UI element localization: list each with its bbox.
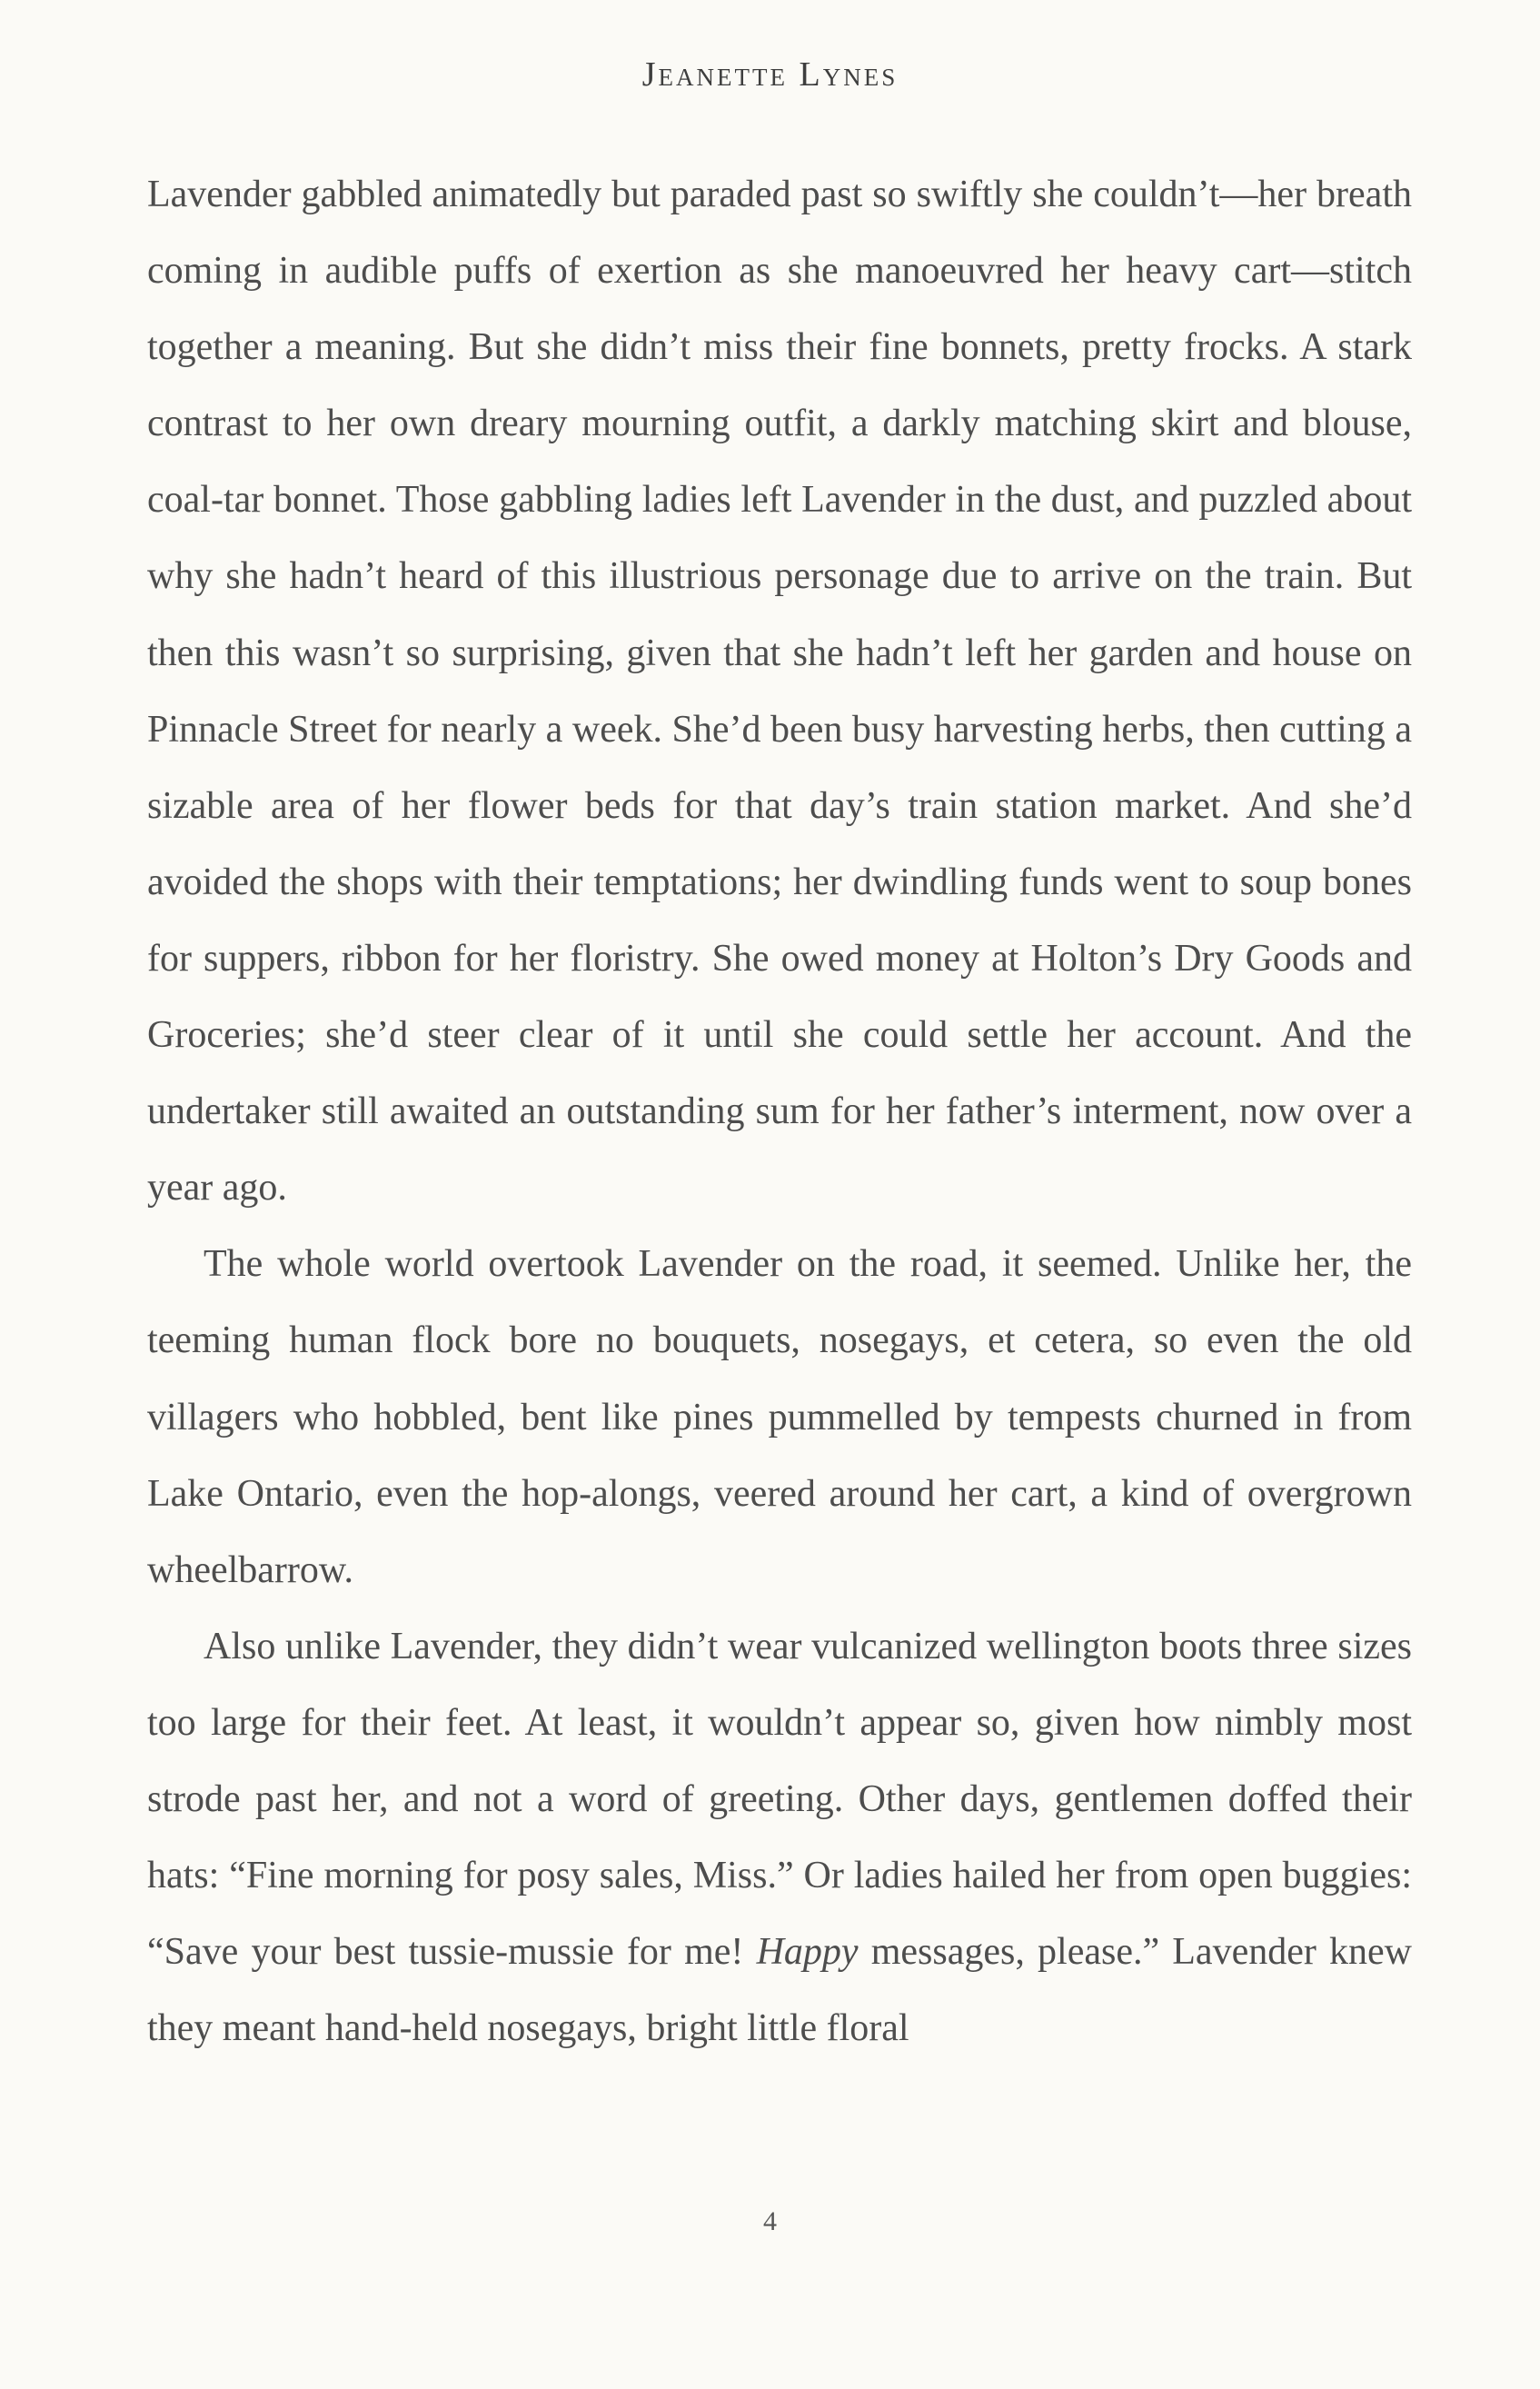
body-text <box>147 156 1412 2066</box>
paragraph-3 <box>147 1608 1412 2067</box>
paragraph-1: Lavender gabbled animatedly but paraded past so swiftly she couldn’t—her breath coming in audible puffs of exertion as she manoeuvred her heavy cart—stitch together a meaning. But she didn’t miss their fine bonnets, pretty frocks. A stark contrast to her own dreary mourning outfit, a darkly matching skirt and blouse, coal-tar bonnet. Those gabbling ladies left Lavender in the dust, and puzzled about why she hadn’t heard of this illustrious personage due to arrive on the train. But then this wasn’t so surprising, given that she hadn’t left her garden and house on Pinnacle Street for nearly a week. She’d been busy harvesting herbs, then cutting a sizable area of her flower beds for that day’s train station market. And she’d avoided the shops with their temptations; her dwindling funds went to soup bones for suppers, ribbon for her floristry. She owed money at Holton’s Dry Goods and Groceries; she’d steer clear of it until she could settle her account. And the undertaker still awaited an outstanding sum for her father’s interment, now over a year ago. <box>147 174 1412 1209</box>
paragraph-3-emphasis: Happy <box>756 1931 859 1974</box>
paragraph-3-text-b: messages, please.” Lavender knew they meant hand-held nosegays, bright little floral <box>147 1931 1412 2050</box>
paragraph-2: The whole world overtook Lavender on the road, it seemed. Unlike her, the teeming human flock bore no bouquets, nosegays, et cetera, so even the old villagers who hobbled, bent like pines pummelled by tempests churned in from Lake Ontario, even the hop-alongs, veered around her cart, a kind of overgrown wheelbarrow. <box>147 1243 1412 1591</box>
paragraph-3-text-a: Also unlike Lavender, they didn’t wear vulcanized wellington boots three sizes too large for their feet. At least, it wouldn’t appear so, given how nimbly most strode past her, and not a word of greeting. Other days, gentlemen doffed their hats: “Fine morning for posy sales, Miss.” Or ladies hailed her from open buggies: “Save your best tussie-mussie for me! <box>147 1625 1412 1974</box>
page-number: 4 <box>763 2206 777 2236</box>
running-head-author-name: Jeanette Lynes <box>641 55 899 94</box>
